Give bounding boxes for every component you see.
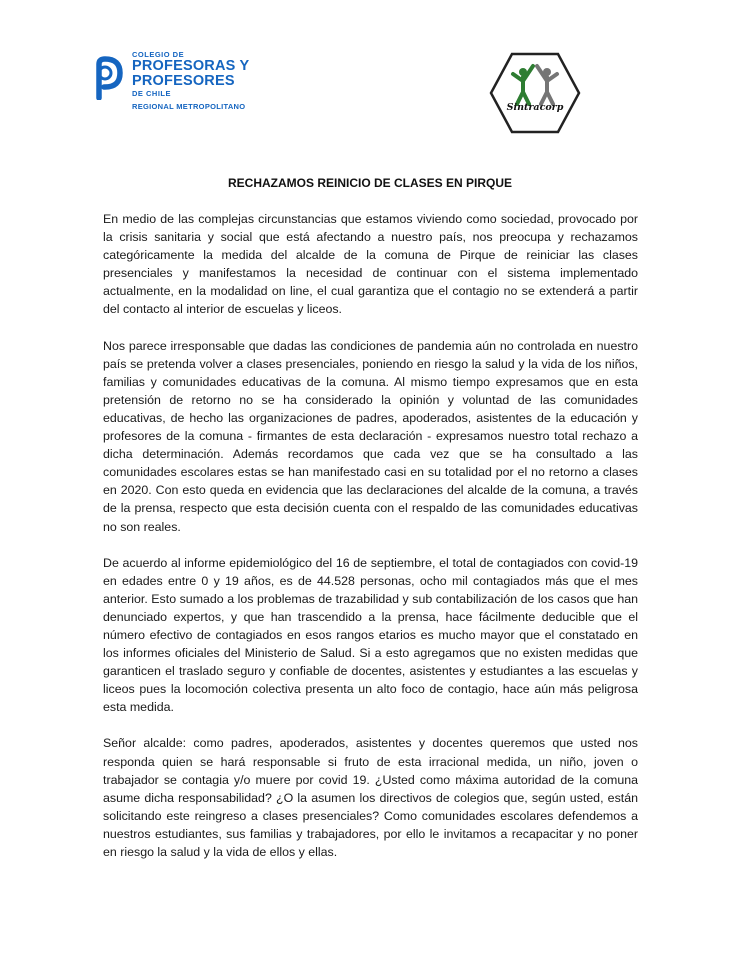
colegio-profesores-logo bbox=[86, 50, 276, 120]
sintracorp-emblem-icon bbox=[489, 52, 581, 134]
logo-line4: DE CHILE bbox=[132, 89, 172, 98]
paragraph-1: En medio de las complejas circunstancias que estamos viviendo como sociedad, provocado por la crisis sanitaria y social que está afectando a nuestro país, nos preocupa y rechazamos categóricamente la medida del alcalde de la comuna de Pirque de reiniciar las clases presenciales y manifestamos la necesidad de continuar con el sistema implementado actualmente, en la modalidad on line, el cual garantiza que el contagio no se extenderá a partir del contacto al interior de escuelas y liceos. bbox=[103, 212, 638, 317]
document-body bbox=[103, 210, 638, 879]
paragraph-2: Nos parece irresponsable que dadas las condiciones de pandemia aún no controlada en nuestro país se pretenda volver a clases presenciales, poniendo en riesgo la salud y la vida de los niños, familias y comunidades educativas de la comuna. Al mismo tiempo expresamos que en esta pretensión de retorno no se ha considerado la opinión y voluntad de las comunidades educativas, de hecho las organizaciones de padres, apoderados, asistentes de la educación y profesores de la comuna - firmantes de esta declaración - expresamos nuestro total rechazo a dicha determinación. Además recordamos que cada vez que se ha consultado a las comunidades escolares estas se han manifestado casi en su totalidad por el no retorno a clases en 2020. Con esto queda en evidencia que las declaraciones del alcalde de la comuna, a través de la prensa, respecto que esta decisión cuenta con el respaldo de las comunidades educativas no son reales. bbox=[103, 338, 638, 534]
colegio-profesores-wordmark bbox=[132, 50, 249, 111]
logo-line1: COLEGIO DE bbox=[132, 50, 185, 59]
sintracorp-logo bbox=[489, 52, 581, 134]
logo-line2: PROFESORAS Y bbox=[132, 58, 250, 74]
paragraph-3: De acuerdo al informe epidemiológico del 16 de septiembre, el total de contagiados con covid-19 en edades entre 0 y 19 años, es de 44.528 personas, ocho mil contagiados más que el mes anterior. Esto sumado a los problemas de trazabilidad y sub contabilización de los casos que han denunciado expertos, y que han trascendido a la prensa, hace fácilmente deducible que el número efectivo de contagiados en esos rangos etarios es mucho mayor que el constatado en los informes oficiales del Ministerio de Salud. Si a esto agregamos que no existen medidas que garanticen el traslado seguro y confiable de docentes, asistentes y estudiantes a las escuelas y liceos pues la locomoción colectiva presenta un alto foco de contagio, hace aún más peligrosa esta medida. bbox=[103, 555, 638, 715]
logo-line3: PROFESORES bbox=[132, 73, 235, 89]
sintracorp-name: Sintracorp bbox=[506, 102, 564, 113]
colegio-profesores-emblem-icon bbox=[86, 56, 126, 100]
document-title: RECHAZAMOS REINICIO DE CLASES EN PIRQUE bbox=[227, 176, 513, 190]
logo-region: REGIONAL METROPOLITANO bbox=[132, 102, 246, 111]
paragraph-4: Señor alcalde: como padres, apoderados, asistentes y docentes queremos que usted nos responda quien se hará responsable si fruto de esta irracional medida, un niño, joven o trabajador se contagia y/o muere por covid 19. ¿Usted como máxima autoridad de la comuna asume dicha responsabilidad? ¿O la asumen los directivos de colegios que, según usted, están solicitando este reingreso a clases presenciales? Como comunidades escolares defendemos a nuestros estudiantes, sus familias y trabajadores, por ello le invitamos a recapacitar y no poner en riesgo la salud y la vida de ellos y ellas. bbox=[103, 736, 638, 859]
